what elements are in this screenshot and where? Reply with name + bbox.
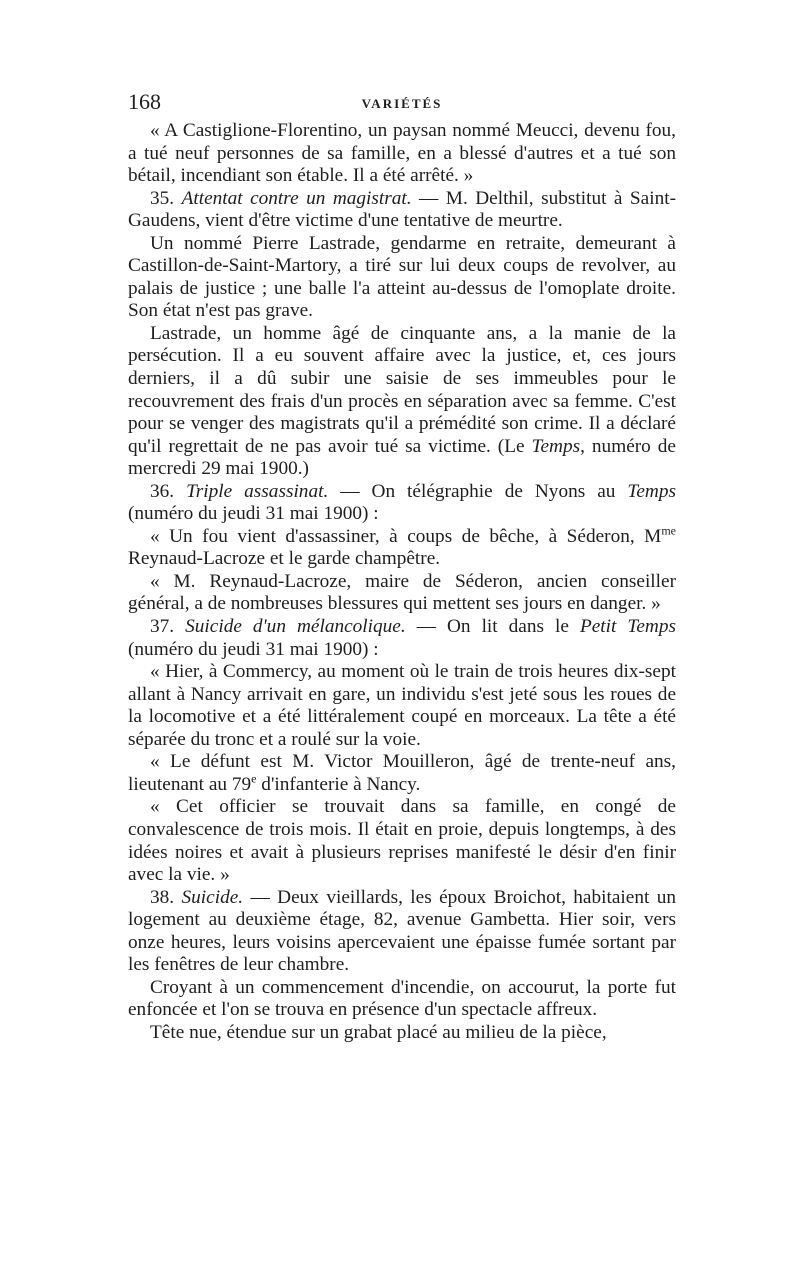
newspaper-title: Petit Temps [579, 616, 676, 638]
newspaper-title: Temps [531, 435, 581, 457]
page-number: 168 [128, 89, 161, 114]
item-number: 36. [150, 480, 175, 502]
item-title: Attentat contre un magistrat. [181, 187, 412, 209]
item-number: 35. [150, 187, 175, 209]
paragraph-mouilleron: « Le défunt est M. Victor Mouilleron, âgé de trente-neuf ans, lieutenant au 79e d'infanterie à Nancy. [128, 751, 676, 795]
item-number: 37. [150, 616, 175, 638]
paragraph-last-line: Tête nue, étendue sur un grabat placé au milieu de la pièce, [150, 1021, 607, 1043]
paragraph-sederon-mayor: « M. Reynaud-Lacroze, maire de Séderon, ancien conseiller général, a de nombreuses blessures qui mettent ses jours en danger. » [128, 570, 676, 615]
running-head [128, 84, 676, 120]
paragraph-officer: « Cet officier se trouvait dans sa famille, en congé de convalescence de trois mois. Il était en proie, depuis longtemps, à des idées noires et avait à plusieurs reprises manifesté le désir d'en finir avec la vie. » [128, 796, 676, 886]
superscript: e [251, 771, 257, 786]
item-title: Triple assassinat. [186, 480, 329, 502]
paragraph-item-36: 36. Triple assassinat. — On télégraphie de Nyons au Temps (numéro du jeudi 31 mai 1900) : [128, 480, 676, 525]
superscript: me [661, 523, 676, 538]
book-page [128, 84, 676, 1044]
paragraph-fire: Croyant à un commencement d'incendie, on accourut, la porte fut enfoncée et l'on se trouva en présence d'un spectacle affreux. [128, 976, 676, 1021]
item-number: 38. [150, 886, 175, 908]
paragraph-item-35: 35. Attentat contre un magistrat. — M. Delthil, substitut à Saint-Gaudens, vient d'être victime d'une tentative de meurtre. [128, 187, 676, 232]
paragraph-meucci: « A Castiglione-Florentino, un paysan nommé Meucci, devenu fou, a tué neuf personnes de sa famille, en a blessé d'autres et a tué son bétail, incendiant son étable. Il a été arrêté. » [128, 120, 676, 187]
running-title: VARIÉTÉS [361, 96, 443, 111]
item-title: Suicide d'un mélancolique. [185, 616, 406, 638]
paragraph-lastrade-persecution: Lastrade, un homme âgé de cinquante ans, a la manie de la persécution. Il a eu souvent affaire avec la justice, et, ces jours derniers, il a dû subir une saisie de ses immeubles pour le recouvrement des frais d'un procès en séparation avec sa femme. C'est pour se venger des magistrats qu'il a prémédité son crime. Il a déclaré qu'il regrettait de ne pas avoir tué sa victime. (Le Temps, numéro de mercredi 29 mai 1900.) [128, 322, 676, 480]
paragraph-item-37: 37. Suicide d'un mélancolique. — On lit dans le Petit Temps (numéro du jeudi 31 mai 1900) : [128, 616, 676, 660]
body-text [128, 120, 676, 1044]
item-title: Suicide. [181, 886, 244, 908]
newspaper-title: Temps [627, 480, 676, 502]
paragraph-item-38: 38. Suicide. — Deux vieillards, les époux Broichot, habitaient un logement au deuxième étage, 82, avenue Gambetta. Hier soir, vers onze heures, leurs voisins apercevaient une épaisse fumée sortant par les fenêtres de leur chambre. [128, 886, 676, 976]
paragraph-lastrade-shot: Un nommé Pierre Lastrade, gendarme en retraite, demeurant à Castillon-de-Saint-Martory, a tiré sur lui deux coups de revolver, au palais de justice ; une balle l'a atteint au-dessus de l'omoplate droite. Son état n'est pas grave. [128, 232, 676, 322]
paragraph-sederon-murder: « Un fou vient d'assassiner, à coups de bêche, à Séderon, $M^{me}$ Reynaud-Lacroze et le garde champêtre. [128, 523, 676, 570]
paragraph-commercy: « Hier, à Commercy, au moment où le train de trois heures dix-sept allant à Nancy arrivait en gare, un individu s'est jeté sous les roues de la locomotive et a été littéralement coupé en morceaux. La tête a été séparée du tronc et a roulé sur la voie. [128, 661, 676, 750]
